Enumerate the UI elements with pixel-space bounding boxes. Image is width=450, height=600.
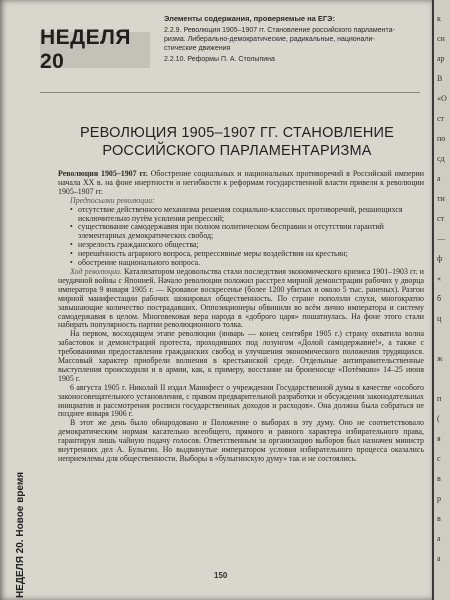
facing-text-fragment: ст (437, 214, 445, 223)
facing-text-fragment: я (437, 434, 441, 443)
intro-text: Обострение социальных и национальных противоречий в Российской империи начала XX в. на фоне инертности и негибкости к реформам государственной власти привели к революции 1905–1907 гг. (58, 169, 424, 196)
course-heading: Ход революции. (70, 266, 122, 276)
facing-text-fragment: по (437, 134, 446, 143)
list-item: • незрелость гражданского общества; (70, 241, 424, 250)
section-body (58, 170, 424, 464)
ege-item: стические движения (164, 45, 231, 52)
facing-text-fragment: с (437, 454, 441, 463)
paragraph (58, 268, 424, 330)
side-running-head (2, 318, 26, 598)
page-header (40, 10, 420, 90)
ege-elements (164, 14, 424, 66)
facing-page-edge (432, 0, 450, 600)
facing-text-fragment: а (437, 174, 441, 183)
facing-text-fragment: б (437, 294, 442, 303)
facing-text-fragment: « (437, 274, 441, 283)
page-number: 150 (214, 571, 228, 580)
facing-text-fragment: сн (437, 34, 445, 43)
facing-text-fragment: в (437, 514, 441, 523)
intro-paragraph (58, 170, 424, 197)
paragraph: 6 августа 1905 г. Николай II издал Манифест о учреждении Государственной думы в качестве «особого законосовещательного установления, с правом предварительной разработки и обсуждения законодательных инициатив и рассмотрения росписи государственных доходов и расходов». Она должна была собраться не позднее января 1906 г. (58, 382, 424, 419)
ege-item: 2.2.10. Реформы П. А. Столыпина (164, 56, 275, 63)
prereq-heading: Предпосылки революции: (70, 195, 155, 205)
facing-text-fragment: «О (437, 94, 447, 103)
facing-text-fragment: а (437, 554, 441, 563)
paragraph: На первом, восходящем этапе революции (январь — конец сентября 1905 г.) страну охватила волна забастовок и демонстраций протеста, проходивших под лозунгом «Долой самодержавие!», а также с требованиями предоставления гражданских свобод и улучшения экономического положения трудящихся. Массовый характер приобрели волнения в крестьянской среде. Отдельные антиправительственные выступления происходили и в армии, как, к примеру, восстание на броненосце «Потёмкин» 14–25 июня 1905 г. (58, 329, 424, 383)
facing-text-fragment: ц (437, 314, 442, 323)
ege-item: ризма. Либерально-демократические, радикальные, национали- (164, 36, 375, 43)
paragraph: В этот же день было обнародовано и Положение о выборах в эту думу. Оно не соответствовало демократическим нормам касательно всеобщего, прямого и равного характера избирательного права, гарантируя лишь чайную подачу голосов. Ответственным за организацию выборов был назначен министр внутренних дел А. Булыгин. Но выдвинутые императором условия избирательного процесса оказались неприемлемы для общественности. Выборы в «булыгинскую думу» так и не состоялись. (58, 418, 424, 463)
list-item: • обострение национального вопроса. (70, 259, 424, 268)
facing-text-fragment: — (437, 234, 445, 243)
prereq-list (58, 206, 424, 268)
facing-text-fragment: р (437, 494, 441, 503)
facing-text-fragment: а (437, 534, 441, 543)
facing-text-fragment: в (437, 474, 441, 483)
list-item: • нерешённость аграрного вопроса, репрессивные меры воздействия на крестьян; (70, 250, 424, 259)
list-item: • отсутствие действенного механизма решения социально-классовых противоречий, решающихся исключительно путём усиления репрессий; (70, 206, 424, 224)
section-title: РЕВОЛЮЦИЯ 1905–1907 ГГ. СТАНОВЛЕНИЕ РОССИЙСКОГО ПАРЛАМЕНТАРИЗМА (79, 125, 395, 159)
facing-text-fragment: ф (437, 254, 443, 263)
paragraph-text: Катализатором недовольства стали последствия экономического кризиса 1901–1903 гг. и неудачной войны с Японией. Начало революции положил расстрел мирной демонстрации рабочих у дворца императора 9 января 1905 г. — Кровавое воскресенье (более 1200 убитых и около 5 тыс. раненых). Разгон мирной манифестации рабочих шокировал общественность. По стране поползли слухи, многократно завышающие количество пострадавших. Оппозиционеры обвинили во всём лично императора и систему самодержавия в целом. Многовековая вера народа в «доброго царя» пошатнулась. На фоне этого стали набирать популярность партии революционного толка. (58, 266, 424, 330)
header-divider (40, 92, 420, 93)
facing-text-fragment: ти (437, 194, 445, 203)
week-label: НЕДЕЛЯ 20 (40, 32, 150, 68)
facing-text-fragment: п (437, 394, 442, 403)
facing-text-fragment: В (437, 74, 443, 83)
list-item: • существование самодержавия при полном политическом бесправии и отсутствии гарантий элементарных демократических свобод; (70, 223, 424, 241)
ege-title: Элементы содержания, проверяемые на ЕГЭ: (164, 14, 336, 23)
facing-text-fragment: ж (437, 354, 443, 363)
ege-item: 2.2.9. Революция 1905–1907 гг. Становление российского парламента- (164, 27, 395, 34)
side-label: НЕДЕЛЯ 20. Новое время (15, 471, 26, 598)
intro-lead: Революция 1905–1907 гг. (58, 169, 148, 178)
facing-text-fragment: сд (437, 154, 445, 163)
facing-text-fragment: ар (437, 54, 445, 63)
facing-text-fragment: ( (437, 414, 440, 423)
facing-text-fragment: ст (437, 114, 445, 123)
facing-text-fragment: к (437, 14, 441, 23)
